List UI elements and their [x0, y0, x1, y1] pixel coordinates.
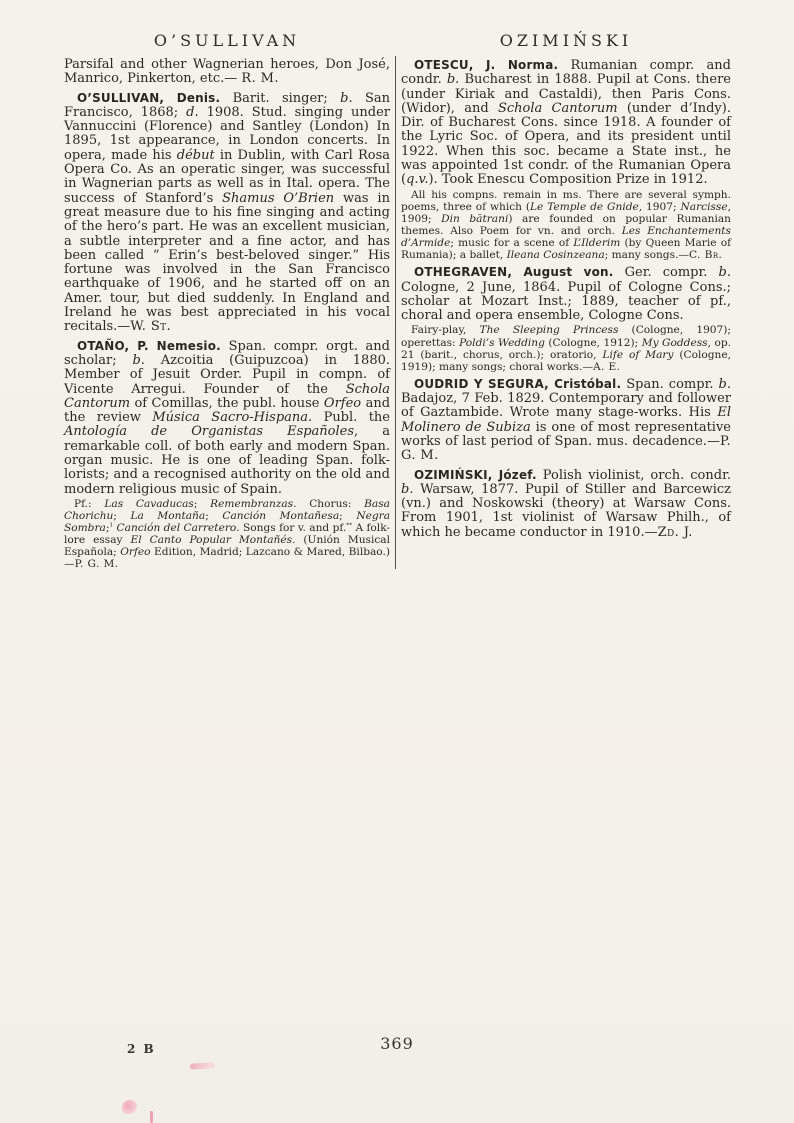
entry-otescu-works: All his compns. remain in ms. There are several symph. poems, three of which (Le Temple de Gnide, 1907; Narcisse, 1909; Din bătrani) are founded on popular Rumanian themes. Also Poem for vn. and orch. Les Enchantements d’Armide; music for a scene of L’Ilderim (by Queen Marie of Rumania); a ballet, Ileana Cosinzeana; many songs.—C. Br.: [401, 188, 731, 262]
entry-oziminski-jozef: OZIMIŃSKI, Józef. Polish violinist, orch. condr. b. Warsaw, 1877. Pupil of Stiller and Barcewicz (vn.) and Noskowski (theory) at Warsaw Cons. From 1901, 1st violinist of Warsaw Philh., of which he became conductor in 1910.—Zd. J.: [401, 467, 731, 540]
entry-oudrid-y-segura: OUDRID Y SEGURA, Cristóbal. Span. compr. b. Badajoz, 7 Feb. 1829. Contemporary and follower of Gaztambide. Wrote many stage-works. His El Molinero de Subiza is one of most representative works of last period of Span. mus. decadence.—P. G. M.: [401, 376, 732, 464]
right-column: [401, 58, 731, 540]
left-column: [64, 58, 390, 570]
running-head-left: O’SULLIVAN: [153, 31, 301, 50]
signature-mark: 2 B: [127, 1042, 156, 1056]
pink-stain-streak: [190, 1062, 215, 1069]
entry-othegraven-august: OTHEGRAVEN, August von. Ger. compr. b. Cologne, 2 June, 1864. Pupil of Cologne Cons.; scholar at Mozart Inst.; 1889, teacher of pf., choral and opera ensemble, Cologne Cons.: [401, 265, 731, 324]
page-number: 369: [380, 1034, 414, 1053]
pink-stain-blob: [122, 1100, 137, 1114]
entry-otescu-norma: OTESCU, J. Norma. Rumanian compr. and condr. b. Bucharest in 1888. Pupil at Cons. there (under Kiriak and Castaldi), then Paris Cons. (Widor), and Schola Cantorum (under d’Indy). Dir. of Bucharest Cons. since 1918. A founder of the Lyric Soc. of Opera, and its president until 1922. When this soc. became a State inst., he was appointed 1st condr. of the Rumanian Opera (q.v.). Took Enescu Composition Prize in 1912.: [401, 58, 731, 188]
column-divider-rule: [395, 56, 396, 569]
pink-stain-tick: [150, 1111, 153, 1123]
running-head-right: OZIMIŃSKI: [499, 31, 633, 50]
entry-continuation: Parsifal and other Wagnerian heroes, Don José, Manrico, Pinkerton, etc.— R. M.: [64, 57, 390, 87]
entry-othegraven-works: Fairy-play, The Sleeping Princess (Cologne, 1907); operettas: Poldi’s Wedding (Cologne, 1912); My Goddess, op. 21 (barit., chorus, orch.); oratorio, Life of Mary (Cologne, 1919); many songs; choral works.—A. E.: [401, 324, 732, 373]
entry-osullivan-denis: O’SULLIVAN, Denis. Barit. singer; b. San Francisco, 1868; d. 1908. Stud. singing under Vannuccini (Florence) and Santley (London) In 1895, 1st appearance, in London concerts. In opera, made his début in Dublin, with Carl Rosa Opera Co. As an operatic singer, was successful in Wagnerian parts as well as in Ital. opera. The success of Stanford’s Shamus O’Brien was in great measure due to his fine singing and acting of the hero’s part. He was an excellent musician, a subtle interpreter and a fine actor, and has been called “ Erin’s best-beloved singer.” His fortune was involved in the San Francisco earthquake of 1906, and he started off on an Amer. tour, but died suddenly. In England and Ireland he was best appreciated in his vocal recitals.—W. St.: [64, 90, 391, 335]
entry-otano-nemesio: OTAÑO, P. Nemesio. Span. compr. orgt. and scholar; b. Azcoitia (Guipuzcoa) in 1880. Member of Jesuit Order. Pupil in compn. of Vicente Arregui. Founder of the Schola Cantorum of Comillas, the publ. house Orfeo and the review Música Sacro-Hispana. Publ. the Antología de Organistas Españoles, a remarkable coll. of both early and modern Span. organ music. He is one of leading Span. folk-lorists; and a recognised authority on the old and modern religious music of Spain.: [64, 338, 391, 497]
entry-otano-works: Pf.: Las Cavaducas; Remembranzas. Chorus: Basa Chorichu; La Montaña; Canción Montañesa; Negra Sombra;$^1$ Canción del Carretero. Songs for v. and pf.** A folk-lore essay El Canto Popular Montañés. (Unión Musical Española; Orfeo Edition, Madrid; Lazcano & Mared, Bilbao.)—P. G. M.: [64, 497, 391, 571]
